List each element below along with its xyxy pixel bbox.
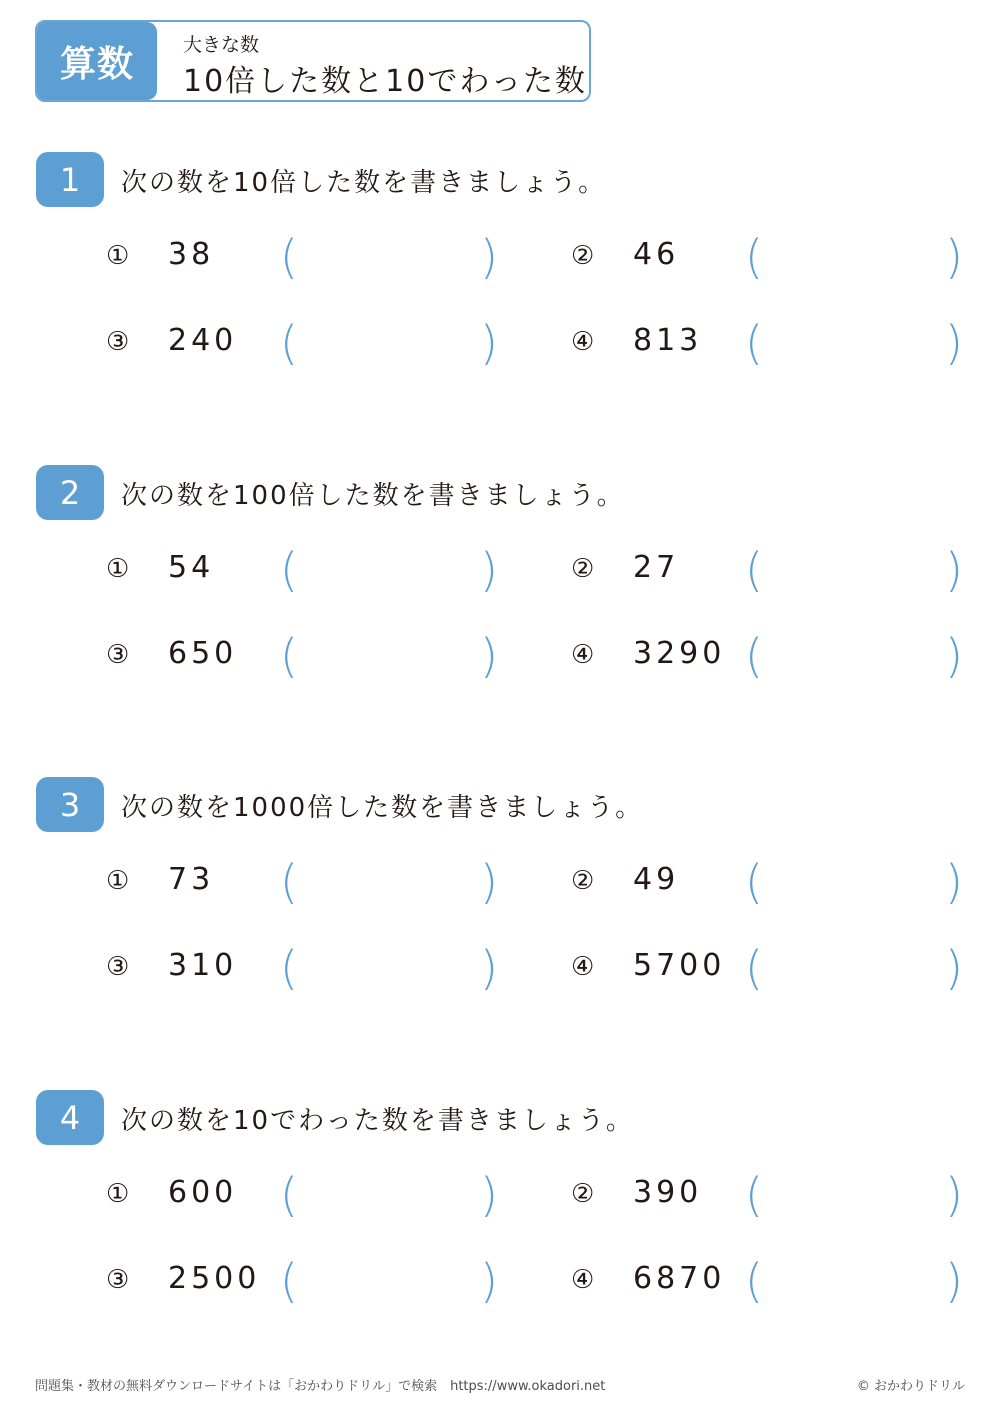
answer-open-paren: ( — [745, 316, 763, 370]
question-item — [571, 542, 1000, 602]
answer-close-paren: ) — [480, 941, 498, 995]
answer-close-paren: ) — [480, 855, 498, 909]
question-number: ① — [106, 554, 130, 584]
question-number: ② — [571, 1179, 595, 1209]
answer-close-paren: ) — [480, 230, 498, 284]
answer-open-paren: ( — [280, 629, 298, 683]
answer-open-paren: ( — [745, 941, 763, 995]
answer-open-paren: ( — [745, 543, 763, 597]
question-item — [106, 542, 566, 602]
question-item — [571, 1253, 1000, 1313]
question-number: ③ — [106, 952, 130, 982]
question-number: ① — [106, 241, 130, 271]
footer-copyright: © おかわりドリル — [856, 1379, 965, 1394]
answer-close-paren: ) — [945, 941, 963, 995]
question-value: 46 — [633, 237, 680, 272]
question-number: ② — [571, 241, 595, 271]
subject-label: 算数 — [37, 22, 157, 100]
problem-number-badge: 4 — [36, 1090, 104, 1145]
answer-open-paren: ( — [745, 1168, 763, 1222]
problem-section-2 — [0, 465, 1000, 705]
question-value: 390 — [633, 1175, 703, 1210]
answer-open-paren: ( — [280, 1254, 298, 1308]
answer-close-paren: ) — [480, 543, 498, 597]
answer-close-paren: ) — [945, 629, 963, 683]
problem-section-3 — [0, 777, 1000, 1017]
worksheet-title: 10倍した数と10でわった数 — [183, 64, 588, 99]
footer-site-info: 問題集・教材の無料ダウンロードサイトは「おかわりドリル」で検索 https://www.okadori.net — [35, 1379, 606, 1394]
answer-close-paren: ) — [480, 1254, 498, 1308]
question-value: 54 — [168, 550, 215, 585]
answer-open-paren: ( — [745, 855, 763, 909]
answer-open-paren: ( — [280, 316, 298, 370]
question-number: ① — [106, 1179, 130, 1209]
question-value: 650 — [168, 636, 238, 671]
answer-close-paren: ) — [945, 1168, 963, 1222]
question-number: ③ — [106, 640, 130, 670]
answer-open-paren: ( — [745, 1254, 763, 1308]
question-number: ② — [571, 866, 595, 896]
question-value: 38 — [168, 237, 215, 272]
question-number: ① — [106, 866, 130, 896]
question-number: ④ — [571, 952, 595, 982]
question-value: 49 — [633, 862, 680, 897]
question-value: 27 — [633, 550, 680, 585]
question-value: 600 — [168, 1175, 238, 1210]
question-number: ③ — [106, 1265, 130, 1295]
answer-open-paren: ( — [280, 1168, 298, 1222]
question-item — [571, 854, 1000, 914]
question-value: 813 — [633, 323, 703, 358]
worksheet-subtitle: 大きな数 — [183, 34, 260, 56]
problem-section-4 — [0, 1090, 1000, 1330]
answer-open-paren: ( — [280, 543, 298, 597]
question-item — [106, 1253, 566, 1313]
answer-close-paren: ) — [945, 230, 963, 284]
problem-number-badge: 1 — [36, 152, 104, 207]
answer-open-paren: ( — [280, 941, 298, 995]
question-item — [106, 229, 566, 289]
question-item — [106, 1167, 566, 1227]
answer-close-paren: ) — [945, 543, 963, 597]
question-item — [106, 854, 566, 914]
answer-close-paren: ) — [945, 855, 963, 909]
answer-open-paren: ( — [745, 230, 763, 284]
question-number: ④ — [571, 640, 595, 670]
worksheet-header — [35, 20, 591, 102]
question-item — [571, 628, 1000, 688]
question-value: 6870 — [633, 1261, 726, 1296]
question-value: 240 — [168, 323, 238, 358]
problem-instruction: 次の数を100倍した数を書きましょう。 — [121, 481, 625, 511]
question-value: 2500 — [168, 1261, 261, 1296]
question-item — [571, 940, 1000, 1000]
answer-close-paren: ) — [480, 1168, 498, 1222]
question-item — [106, 940, 566, 1000]
problem-instruction: 次の数を10倍した数を書きましょう。 — [121, 168, 607, 198]
problem-number-badge: 3 — [36, 777, 104, 832]
answer-open-paren: ( — [280, 855, 298, 909]
problem-instruction: 次の数を10でわった数を書きましょう。 — [121, 1106, 634, 1136]
problem-number-badge: 2 — [36, 465, 104, 520]
question-number: ② — [571, 554, 595, 584]
question-value: 3290 — [633, 636, 726, 671]
question-value: 73 — [168, 862, 215, 897]
answer-close-paren: ) — [945, 1254, 963, 1308]
answer-open-paren: ( — [280, 230, 298, 284]
question-number: ④ — [571, 327, 595, 357]
question-item — [571, 229, 1000, 289]
question-item — [571, 315, 1000, 375]
question-number: ③ — [106, 327, 130, 357]
question-item — [106, 628, 566, 688]
answer-close-paren: ) — [945, 316, 963, 370]
question-value: 310 — [168, 948, 238, 983]
answer-open-paren: ( — [745, 629, 763, 683]
answer-close-paren: ) — [480, 629, 498, 683]
question-item — [571, 1167, 1000, 1227]
problem-instruction: 次の数を1000倍した数を書きましょう。 — [121, 793, 644, 823]
problem-section-1 — [0, 152, 1000, 392]
answer-close-paren: ) — [480, 316, 498, 370]
question-number: ④ — [571, 1265, 595, 1295]
question-item — [106, 315, 566, 375]
question-value: 5700 — [633, 948, 726, 983]
